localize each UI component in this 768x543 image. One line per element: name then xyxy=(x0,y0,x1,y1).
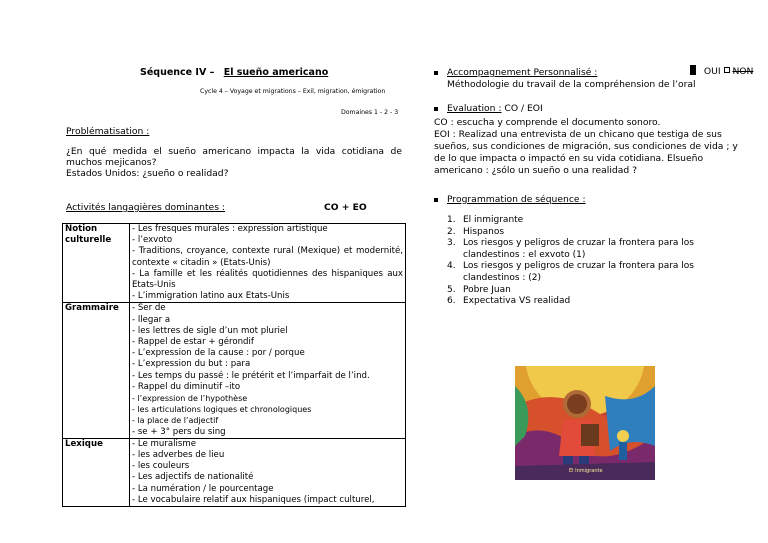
list-item: 5. Pobre Juan xyxy=(447,284,511,295)
list-item: 6. Expectativa VS realidad xyxy=(447,296,571,307)
activites-value: CO + EO xyxy=(324,202,367,213)
row-content xyxy=(130,438,406,506)
list-item: - Les fresques murales : expression artistique xyxy=(132,224,328,234)
list-item: - L’expression de la cause : por / porque xyxy=(132,348,305,359)
table-row xyxy=(63,224,406,303)
list-item: - L’immigration latino aux Etats-Unis xyxy=(132,291,290,302)
programmation-heading: Programmation de séquence : xyxy=(447,194,586,205)
list-item: - La numération / le pourcentage xyxy=(132,483,274,494)
list-item: - llegar a xyxy=(132,314,171,325)
ap-text: Méthodologie du travail de la compréhension de l’oral xyxy=(447,79,696,90)
activites-heading: Activités langagières dominantes : xyxy=(66,202,226,213)
checkbox-filled-icon xyxy=(690,65,696,75)
bullet-icon xyxy=(434,107,438,111)
ap-choice xyxy=(690,65,753,77)
list-item: - les couleurs xyxy=(132,461,190,472)
bullet-icon xyxy=(434,198,438,202)
list-item: - se + 3° pers du sing xyxy=(132,426,226,437)
list-item: - Le muralisme xyxy=(132,438,197,449)
list-item: - la place de l’adjectif xyxy=(132,416,219,426)
row-content xyxy=(130,224,406,303)
list-item: 2. Hispanos xyxy=(447,226,505,237)
list-item: - Rappel de estar + gérondif xyxy=(132,337,254,348)
problematic-question-2: Estados Unidos: ¿sueño o realidad? xyxy=(66,168,229,179)
row-content xyxy=(130,303,406,438)
table-row xyxy=(63,438,406,506)
cycle-line: Cycle 4 – Voyage et migrations – Exil, migration, émigration xyxy=(200,88,386,95)
problematic-question-1: ¿En qué medida el sueño americano impacta la vida cotidiana de muchos mejicanos? xyxy=(66,146,402,168)
mural-image xyxy=(515,366,655,480)
bullet-icon xyxy=(434,71,438,75)
checkbox-empty-icon xyxy=(724,67,730,73)
row-label: Notion culturelle xyxy=(63,224,130,303)
list-item: - l’exvoto xyxy=(132,235,173,246)
list-item: 4. Los riesgos y peligros de cruzar la frontera para los clandestinos : (2) xyxy=(447,261,694,283)
evaluation-value: CO / EOI xyxy=(504,103,543,114)
domaines-line: Domaines 1 - 2 - 3 xyxy=(341,109,399,116)
list-item: - Les adjectifs de nationalité xyxy=(132,472,254,483)
content-table xyxy=(62,223,406,507)
list-item: 1. El inmigrante xyxy=(447,215,524,225)
table-row xyxy=(63,303,406,438)
list-item: - l’expression de l’hypothèse xyxy=(132,394,248,404)
list-item: - Les temps du passé : le prétérit et l’imparfait de l’ind. xyxy=(132,370,370,381)
list-item: - les lettres de sigle d’un mot pluriel xyxy=(132,325,288,336)
row-label: Lexique xyxy=(63,438,130,506)
ap-oui: OUI xyxy=(703,66,721,77)
list-item: - Le vocabulaire relatif aux hispaniques (impact culturel, xyxy=(132,494,375,505)
evaluation-line xyxy=(447,103,543,114)
co-text: CO : escucha y comprende el documento sonoro. xyxy=(434,117,661,128)
mural-caption: El Inmigrante xyxy=(569,468,603,474)
sequence-title: Séquence IV – El sueño americano xyxy=(140,67,329,78)
ap-non: NON xyxy=(732,66,754,77)
row-label: Grammaire xyxy=(63,303,130,438)
list-item: - L’expression du but : para xyxy=(132,359,251,370)
list-item: - les adverbes de lieu xyxy=(132,450,225,461)
problematisation-heading: Problématisation : xyxy=(66,126,150,137)
ap-heading: Accompagnement Personnalisé : xyxy=(447,67,598,78)
list-item: - Ser de xyxy=(132,303,166,314)
evaluation-heading: Evaluation : xyxy=(447,103,502,114)
list-item: - les articulations logiques et chronologiques xyxy=(132,405,312,415)
list-item: - Rappel du diminutif –ito xyxy=(132,381,241,392)
programmation-list xyxy=(447,215,743,308)
sequence-title-main: El sueño americano xyxy=(223,67,329,78)
list-item: - La famille et les réalités quotidiennes des hispaniques aux Etats-Unis xyxy=(132,268,403,291)
list-item: - Traditions, croyance, contexte rural (Mexique) et modernité, contexte « citadin » (Etats-Unis) xyxy=(132,246,403,268)
list-item: 3. Los riesgos y peligros de cruzar la frontera para los clandestinos : el exvoto (1) xyxy=(447,238,694,260)
eoi-text: EOI : Realizad una entrevista de un chicano que testiga de sus sueños, sus condiciones de migración, sus condiciones de vida ; y de lo que impacta o impactó en su vida cotidiana. Elsueño americano : ¿sólo un sueño o una realidad ? xyxy=(434,129,738,176)
